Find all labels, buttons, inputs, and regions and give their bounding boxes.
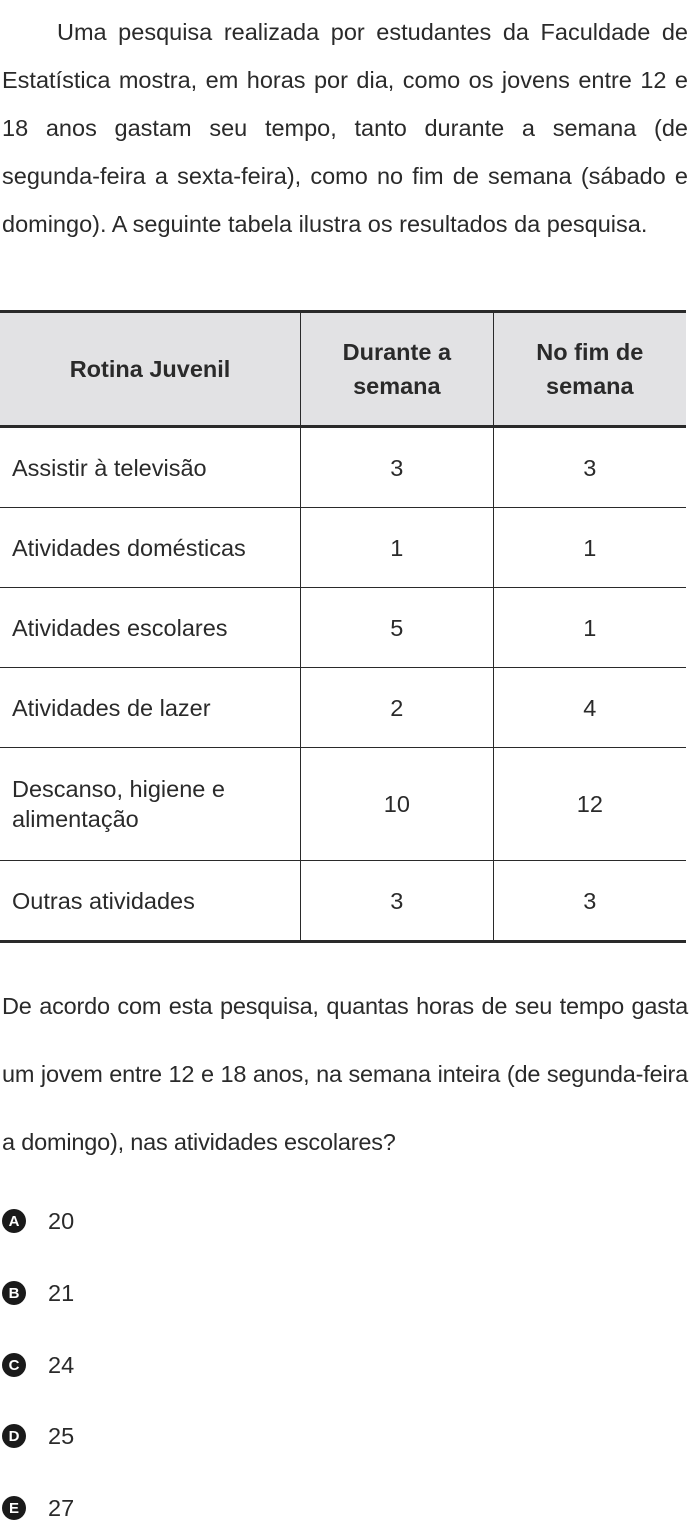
option-value: 20 [48, 1207, 75, 1234]
weekend-value: 4 [493, 668, 686, 748]
header-fim-de-semana: No fim de semana [493, 312, 686, 427]
row-label: Atividades de lazer [0, 668, 301, 748]
option-letter-badge: D [2, 1424, 26, 1448]
table-row [0, 427, 686, 508]
survey-table [0, 310, 686, 943]
weekday-value: 5 [301, 588, 494, 668]
header-rotina: Rotina Juvenil [0, 312, 301, 427]
table-row [0, 861, 686, 942]
row-label: Descanso, higiene e alimentação [0, 748, 301, 861]
row-label: Assistir à televisão [0, 427, 301, 508]
row-label: Atividades escolares [0, 588, 301, 668]
option-d[interactable] [2, 1416, 74, 1456]
intro-paragraph: Uma pesquisa realizada por estudantes da Faculdade de Estatística mostra, em horas por dia, como os jovens entre 12 e 18 anos gastam seu tempo, tanto durante a semana (de segunda-feira a sexta-feira), como no fim de semana (sábado e domingo). A seguinte tabela ilustra os resultados da pesquisa. [2, 19, 688, 237]
weekend-value: 3 [493, 427, 686, 508]
option-c[interactable] [2, 1345, 74, 1385]
option-b[interactable] [2, 1273, 74, 1313]
table-row [0, 508, 686, 588]
option-letter-badge: C [2, 1353, 26, 1377]
option-a[interactable] [2, 1201, 74, 1241]
option-letter-badge: E [2, 1496, 26, 1520]
table-row [0, 668, 686, 748]
option-value: 25 [48, 1422, 75, 1449]
option-letter-badge: A [2, 1209, 26, 1233]
header-durante-semana: Durante a semana [301, 312, 494, 427]
option-value: 24 [48, 1351, 75, 1378]
option-value: 27 [48, 1494, 75, 1521]
row-label: Outras atividades [0, 861, 301, 942]
option-letter-badge: B [2, 1281, 26, 1305]
weekday-value: 1 [301, 508, 494, 588]
option-e[interactable] [2, 1488, 74, 1528]
row-label: Atividades domésticas [0, 508, 301, 588]
weekday-value: 3 [301, 861, 494, 942]
weekend-value: 3 [493, 861, 686, 942]
table-row [0, 588, 686, 668]
table-row [0, 748, 686, 861]
table-header-row [0, 312, 686, 427]
weekday-value: 10 [301, 748, 494, 861]
weekend-value: 12 [493, 748, 686, 861]
option-value: 21 [48, 1279, 75, 1306]
question-text: De acordo com esta pesquisa, quantas horas de seu tempo gasta um jovem entre 12 e 18 anos, na semana inteira (de segunda-feira a domingo), nas atividades escolares? [2, 993, 688, 1155]
weekend-value: 1 [493, 508, 686, 588]
weekend-value: 1 [493, 588, 686, 668]
weekday-value: 3 [301, 427, 494, 508]
weekday-value: 2 [301, 668, 494, 748]
